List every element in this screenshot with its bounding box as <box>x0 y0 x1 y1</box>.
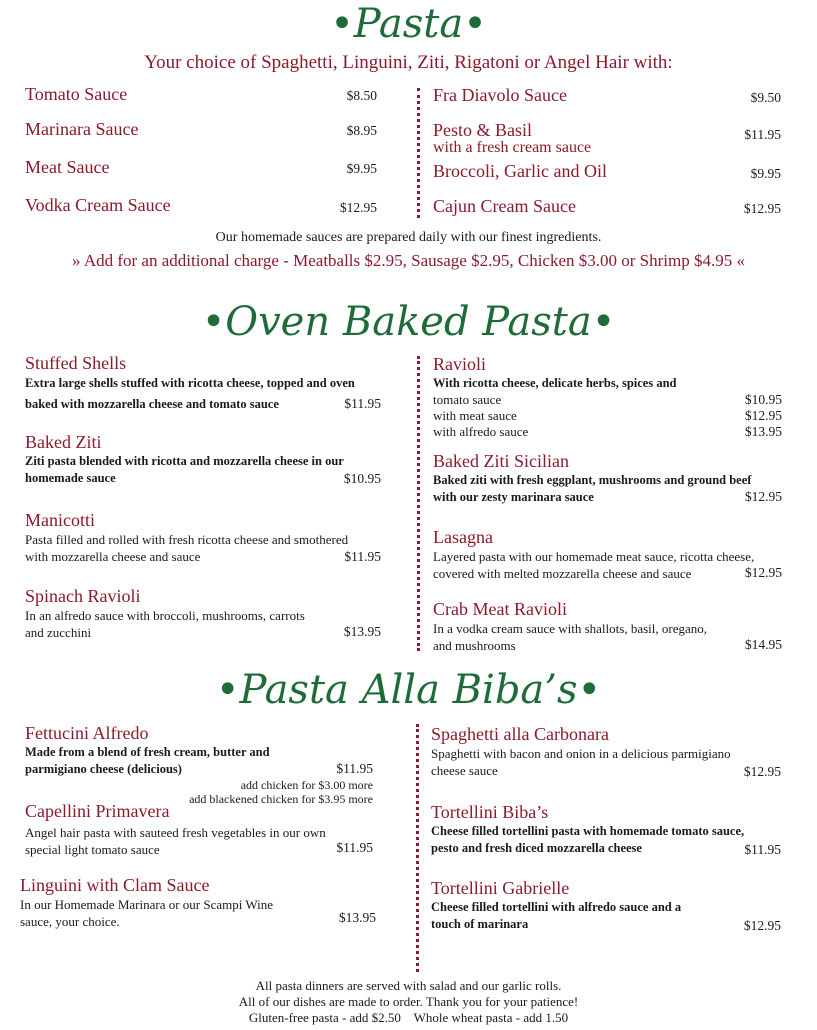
item-price: $11.95 <box>336 840 373 855</box>
item-name: Capellini Primavera <box>25 801 170 821</box>
item-description: Extra large shells stuffed with ricotta cheese, topped and oven <box>25 376 355 390</box>
item-description: Cheese filled tortellini pasta with homemade tomato sauce, <box>431 824 745 838</box>
menu-item-fettucini-alfredo <box>25 723 373 806</box>
item-price: $12.95 <box>744 489 782 504</box>
item-description: touch of marinara <box>431 917 529 931</box>
item-name: Baked Ziti Sicilian <box>433 451 569 471</box>
option-label: with alfredo sauce <box>433 424 529 439</box>
item-description: Spaghetti with bacon and onion in a delicious parmigiano <box>431 746 731 761</box>
pasta-column-divider <box>417 88 420 218</box>
menu-item-cajun-cream-sauce <box>433 196 781 216</box>
baked-column-divider <box>417 356 420 651</box>
item-name: Tomato Sauce <box>25 84 128 104</box>
item-price: $13.95 <box>343 624 381 639</box>
item-description: With ricotta cheese, delicate herbs, spices and <box>433 376 677 390</box>
menu-item-fra-diavolo-sauce <box>433 85 781 105</box>
item-description: special light tomato sauce <box>25 842 160 857</box>
oven-baked-section-title: •Oven Baked Pasta• <box>201 299 616 345</box>
menu-item-vodka-cream-sauce <box>25 195 377 215</box>
item-price: $10.95 <box>343 471 381 486</box>
menu-item-ravioli <box>433 354 782 440</box>
sauce-note: Our homemade sauces are prepared daily with our finest ingredients. <box>215 230 602 245</box>
item-description: covered with melted mozzarella cheese and sauce <box>433 566 692 581</box>
menu-item-crab-meat-ravioli <box>433 599 782 654</box>
item-subtitle: with a fresh cream sauce <box>433 139 592 156</box>
option-price: $12.95 <box>744 408 782 423</box>
item-name: Marinara Sauce <box>25 119 139 139</box>
menu-item-manicotti <box>25 510 381 565</box>
menu-item-spinach-ravioli <box>25 586 381 641</box>
item-price: $12.95 <box>743 764 781 779</box>
item-name: Manicotti <box>25 510 95 530</box>
item-description: Ziti pasta blended with ricotta and mozzarella cheese in our <box>25 454 344 468</box>
item-name: Pesto & Basil <box>433 120 533 140</box>
item-description: homemade sauce <box>25 471 116 485</box>
item-name: Broccoli, Garlic and Oil <box>433 161 607 181</box>
menu-item-capellini-primavera <box>25 801 373 858</box>
pasta-section-title: •Pasta• <box>330 1 487 47</box>
item-description: In our Homemade Marinara or our Scampi Wine <box>20 897 274 912</box>
ravioli-option-meat <box>433 408 782 424</box>
item-description: baked with mozzarella cheese and tomato sauce <box>25 397 279 411</box>
item-description: parmigiano cheese (delicious) <box>25 762 182 776</box>
item-price: $11.95 <box>344 549 381 564</box>
item-name: Tortellini Gabrielle <box>431 878 570 898</box>
addon-blackened-chicken: add blackened chicken for $3.95 more <box>189 792 373 806</box>
item-name: Crab Meat Ravioli <box>433 599 567 619</box>
item-price: $11.95 <box>336 761 373 776</box>
item-price: $8.50 <box>346 88 377 103</box>
menu-item-broccoli-garlic-oil <box>433 161 781 181</box>
item-description: Made from a blend of fresh cream, butter and <box>25 745 270 759</box>
item-price: $11.95 <box>744 842 781 857</box>
item-name: Tortellini Biba’s <box>431 802 549 822</box>
item-description: cheese sauce <box>431 763 498 778</box>
item-price: $14.95 <box>744 637 782 652</box>
option-price: $10.95 <box>744 392 782 407</box>
item-description: In an alfredo sauce with broccoli, mushrooms, carrots <box>25 608 305 623</box>
item-price: $11.95 <box>344 396 381 411</box>
item-name: Baked Ziti <box>25 432 102 452</box>
menu-item-tortellini-bibas <box>431 802 781 857</box>
addon-chicken: add chicken for $3.00 more <box>240 778 373 792</box>
menu-item-marinara-sauce <box>25 119 377 139</box>
menu-item-baked-ziti-sicilian <box>433 451 782 506</box>
item-name: Cajun Cream Sauce <box>433 196 576 216</box>
footer-line-pasta-options: Gluten-free pasta - add $2.50 Whole wheat pasta - add 1.50 <box>248 1010 569 1025</box>
item-name: Linguini with Clam Sauce <box>20 875 210 895</box>
menu-item-baked-ziti <box>25 432 381 487</box>
item-description: Pasta filled and rolled with fresh ricotta cheese and smothered <box>25 532 349 547</box>
item-description: In a vodka cream sauce with shallots, basil, oregano, <box>433 621 707 636</box>
item-name: Lasagna <box>433 527 493 547</box>
biba-column-divider <box>416 724 419 972</box>
item-name: Fettucini Alfredo <box>25 723 149 743</box>
item-price: $12.95 <box>339 200 377 215</box>
item-description: Layered pasta with our homemade meat sauce, ricotta cheese, <box>433 549 755 564</box>
item-name: Stuffed Shells <box>25 353 127 373</box>
item-price: $9.50 <box>750 90 781 105</box>
item-price: $12.95 <box>743 201 781 216</box>
item-description: and zucchini <box>25 625 92 640</box>
item-description: with our zesty marinara sauce <box>433 490 594 504</box>
item-description: Baked ziti with fresh eggplant, mushrooms and ground beef <box>433 473 752 487</box>
option-label: with meat sauce <box>433 408 517 423</box>
item-description: Cheese filled tortellini with alfredo sauce and a <box>431 900 682 914</box>
menu-item-linguini-clam-sauce <box>20 875 376 930</box>
item-name: Ravioli <box>433 354 486 374</box>
item-price: $13.95 <box>338 910 376 925</box>
item-name: Meat Sauce <box>25 157 110 177</box>
menu-item-tortellini-gabrielle <box>431 878 781 933</box>
item-price: $9.95 <box>750 166 781 181</box>
item-price: $11.95 <box>744 127 781 142</box>
pasta-alla-biba-section-title: •Pasta Alla Biba’s• <box>215 667 602 713</box>
item-name: Vodka Cream Sauce <box>25 195 171 215</box>
item-description: with mozzarella cheese and sauce <box>25 549 201 564</box>
menu-item-stuffed-shells <box>25 353 381 413</box>
item-description: pesto and fresh diced mozzarella cheese <box>431 841 642 855</box>
item-description: Angel hair pasta with sauteed fresh vegetables in our own <box>25 825 326 840</box>
menu-item-lasagna <box>433 527 786 582</box>
pasta-intro: Your choice of Spaghetti, Linguini, Ziti, Rigatoni or Angel Hair with: <box>144 52 673 73</box>
item-name: Fra Diavolo Sauce <box>433 85 567 105</box>
menu-item-spaghetti-carbonara <box>431 724 781 779</box>
addon-charges: » Add for an additional charge - Meatballs $2.95, Sausage $2.95, Chicken $3.00 or Shrimp $4.95 « <box>72 251 745 270</box>
menu-item-pesto-basil <box>433 120 781 156</box>
item-description: and mushrooms <box>433 638 516 653</box>
footer-line-salad: All pasta dinners are served with salad and our garlic rolls. <box>255 978 562 993</box>
item-price: $8.95 <box>346 123 377 138</box>
item-name: Spinach Ravioli <box>25 586 141 606</box>
item-name: Spaghetti alla Carbonara <box>431 724 609 744</box>
option-label: tomato sauce <box>433 392 502 407</box>
item-price: $12.95 <box>743 918 781 933</box>
ravioli-option-tomato <box>433 392 782 408</box>
item-price: $9.95 <box>346 161 377 176</box>
item-description: sauce, your choice. <box>20 914 120 929</box>
menu-item-tomato-sauce <box>25 84 377 104</box>
option-price: $13.95 <box>744 424 782 439</box>
footer-line-made-to-order: All of our dishes are made to order. Thank you for your patience! <box>238 994 579 1009</box>
ravioli-option-alfredo <box>433 424 782 440</box>
menu-item-meat-sauce <box>25 157 377 177</box>
item-price: $12.95 <box>744 565 782 580</box>
